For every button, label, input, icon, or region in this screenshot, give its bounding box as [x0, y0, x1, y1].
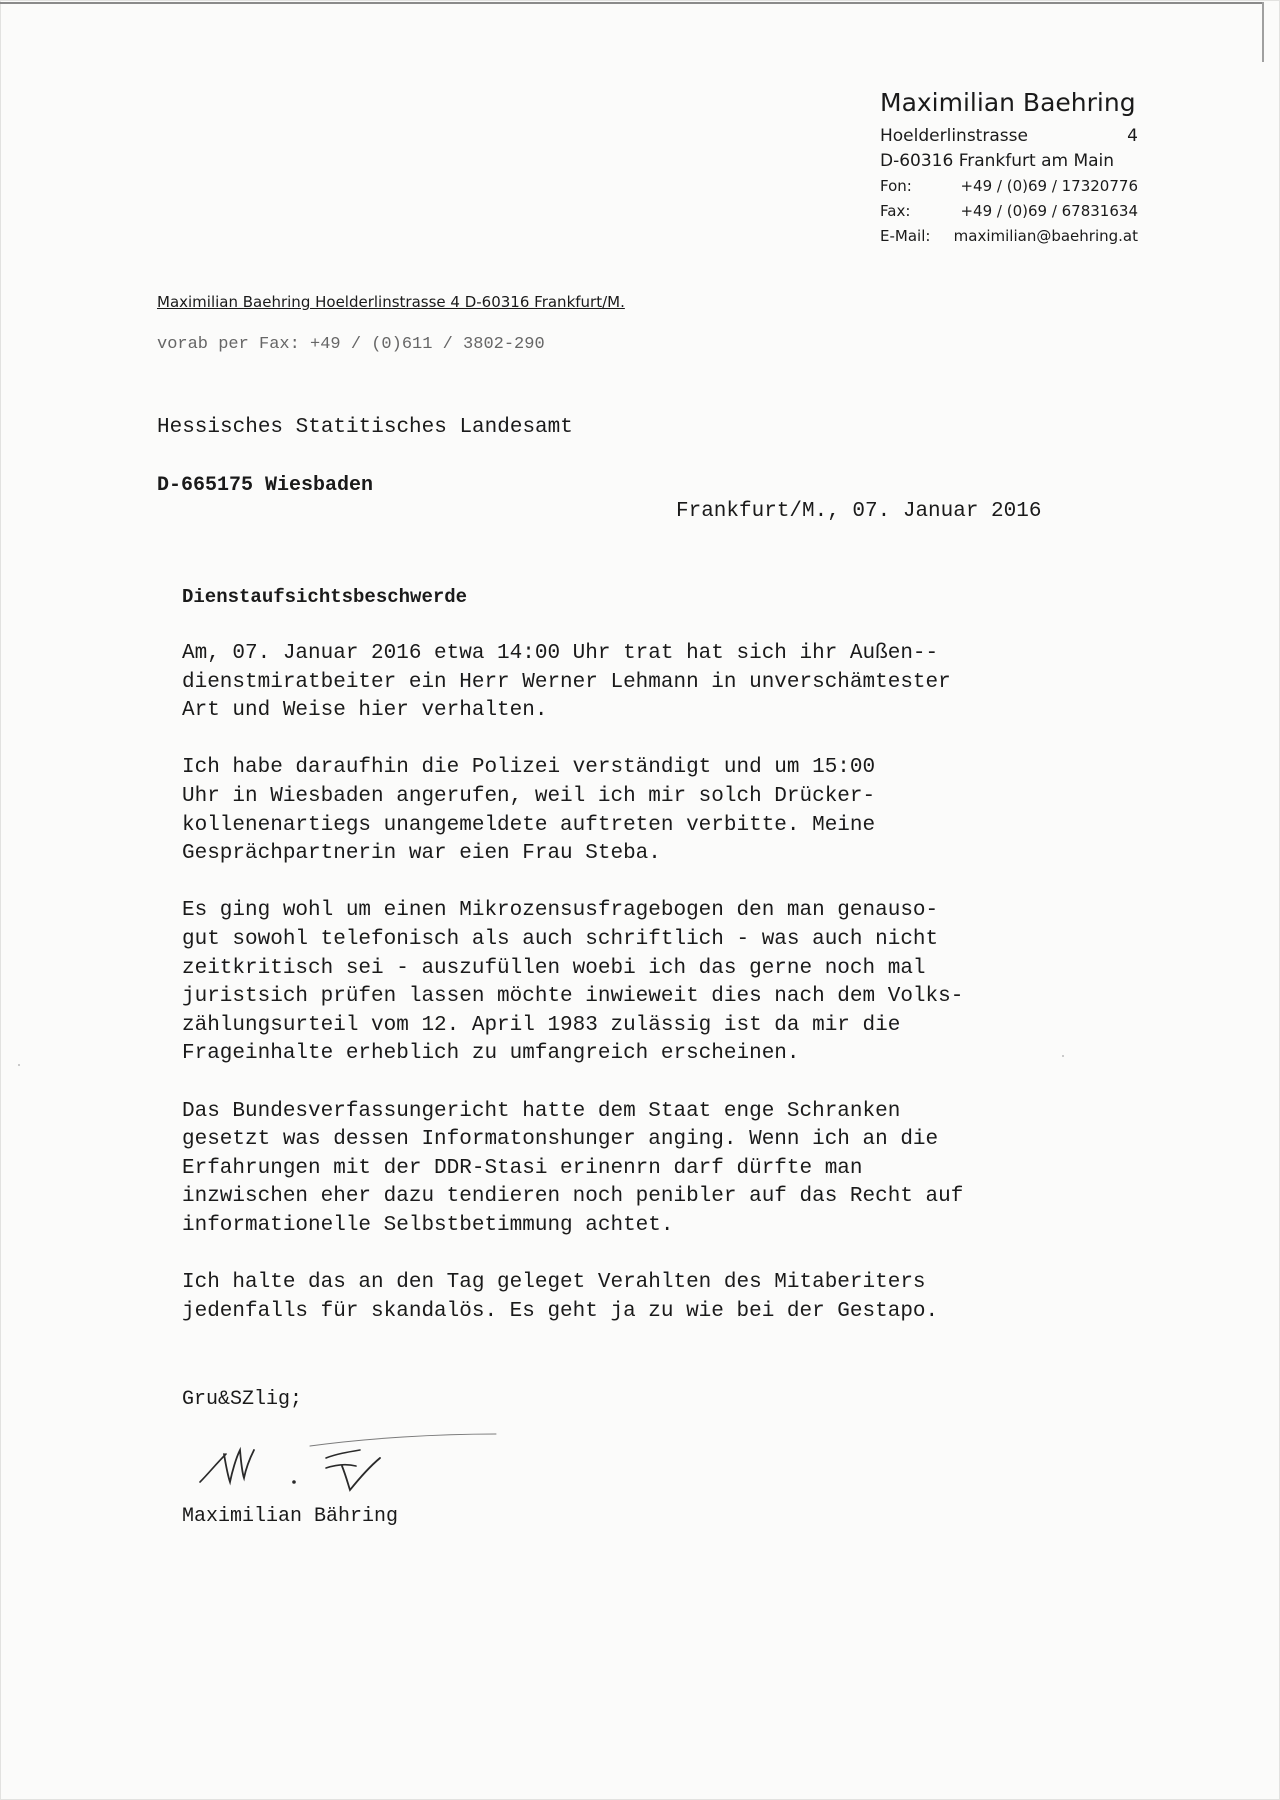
paragraph: [182, 1269, 1042, 1326]
letterhead-street-row: [880, 124, 1138, 149]
body-line: kollenenartiegs unangemeldete auftreten verbitte. Meine: [182, 813, 876, 837]
body-line: Am, 07. Januar 2016 etwa 14:00 Uhr trat hat sich ihr Außen--: [182, 642, 939, 665]
letterhead-city: D-60316 Frankfurt am Main: [880, 151, 1115, 171]
contact-value: +49 / (0)69 / 67831634: [960, 202, 1138, 220]
recipient-name: Hessisches Statitisches Landesamt: [157, 416, 573, 439]
scan-top-border: [0, 2, 1262, 4]
body-line: Frageinhalte erheblich zu umfangreich erscheinen.: [182, 1042, 800, 1066]
body-line: Art und Weise hier verhalten.: [182, 699, 548, 723]
contact-label: Fax:: [880, 202, 911, 220]
letter-subject: Dienstaufsichtsbeschwerde: [182, 586, 468, 608]
scan-right-border: [1262, 2, 1264, 62]
body-line: Es ging wohl um einen Mikrozensusfragebogen den man genauso-: [182, 899, 939, 923]
closing-salutation: Gru&SZlig;: [182, 1388, 303, 1411]
letterhead-name: Maximilian Baehring: [880, 88, 1136, 117]
contact-value: maximilian@baehring.at: [953, 227, 1138, 245]
fax-note: vorab per Fax: +49 / (0)611 / 3802-290: [157, 335, 545, 354]
paragraph: [182, 1098, 1042, 1241]
contact-label: Fon:: [880, 177, 912, 195]
signer-name: Maximilian Bähring: [182, 1505, 399, 1528]
body-line: informationelle Selbstbetimmung achtet.: [182, 1213, 674, 1237]
body-line: gut sowohl telefonisch als auch schriftlich - was auch nicht: [182, 927, 939, 951]
letterhead-fax: [880, 199, 1138, 224]
contact-value: +49 / (0)69 / 17320776: [960, 177, 1138, 195]
body-line: juristsich prüfen lassen möchte inwieweit dies nach dem Volks-: [182, 985, 964, 1009]
paragraph: [182, 754, 1042, 868]
paragraph: [182, 640, 1042, 726]
scan-speck: [18, 1064, 20, 1066]
body-line: Ich habe daraufhin die Polizei verständigt und um 15:00: [182, 756, 876, 780]
letterhead-email: [880, 224, 1138, 249]
body-line: jedenfalls für skandalös. Es geht ja zu wie bei der Gestapo.: [182, 1299, 939, 1323]
body-line: inzwischen eher dazu tendieren noch penibler auf das Recht auf: [182, 1185, 964, 1209]
body-line: dienstmiratbeiter ein Herr Werner Lehmann in unverschämtester: [182, 670, 951, 694]
body-line: Uhr in Wiesbaden angerufen, weil ich mir solch Drücker-: [182, 784, 876, 808]
body-line: Ich halte das an den Tag geleget Verahlten des Mitaberiters: [182, 1271, 926, 1295]
scan-speck: [1062, 1055, 1064, 1057]
letterhead-phone: [880, 174, 1138, 199]
letterhead: [880, 86, 1138, 249]
body-line: gesetzt was dessen Informatonshunger anging. Wenn ich an die: [182, 1128, 939, 1152]
body-line: Gesprächpartnerin war eien Frau Steba.: [182, 842, 661, 866]
recipient-city: D-665175 Wiesbaden: [157, 474, 374, 497]
letterhead-house-number: 4: [1127, 126, 1138, 146]
body-line: Das Bundesverfassungericht hatte dem Staat enge Schranken: [182, 1099, 901, 1123]
sender-return-line: Maximilian Baehring Hoelderlinstrasse 4 D-60316 Frankfurt/M.: [157, 293, 625, 311]
body-line: zeitkritisch sei - auszufüllen woebi ich das gerne noch mal: [182, 956, 926, 980]
body-line: Erfahrungen mit der DDR-Stasi erinenrn darf dürfte man: [182, 1156, 863, 1180]
contact-label: E-Mail:: [880, 227, 931, 245]
body-line: zählungsurteil vom 12. April 1983 zulässig ist da mir die: [182, 1013, 901, 1037]
letterhead-street: Hoelderlinstrasse: [880, 126, 1028, 146]
paragraph: [182, 897, 1042, 1069]
letter-body: [182, 640, 1042, 1355]
handwritten-signature: [198, 1424, 498, 1504]
letter-date: Frankfurt/M., 07. Januar 2016: [676, 500, 1042, 523]
